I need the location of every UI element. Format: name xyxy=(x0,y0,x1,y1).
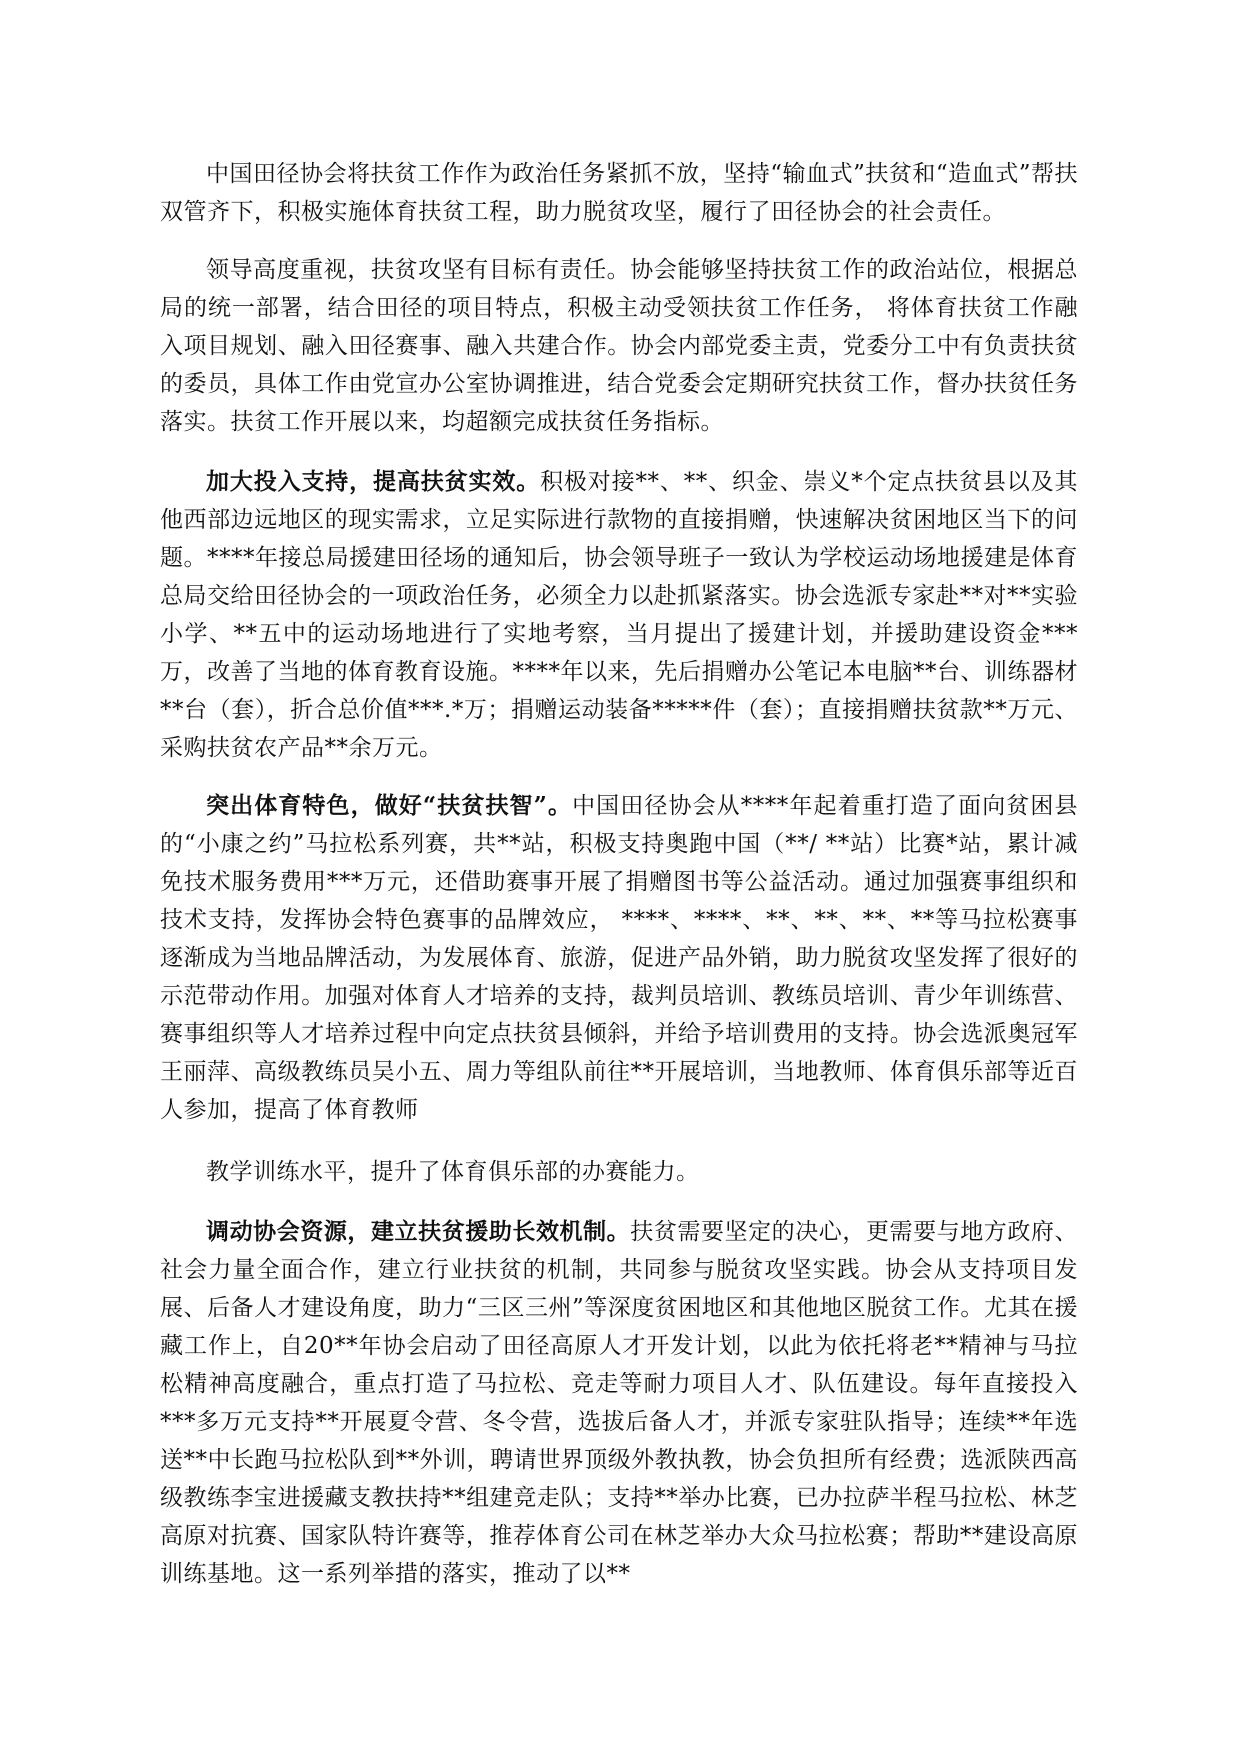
paragraph-leadership xyxy=(160,251,1078,441)
paragraph-sports-features xyxy=(160,787,1078,1129)
paragraph-text: 中国田径协会将扶贫工作作为政治任务紧抓不放，坚持“输血式”扶贫和“造血式”帮扶双管齐下，积极实施体育扶贫工程，助力脱贫攻坚，履行了田径协会的社会责任。 xyxy=(160,161,1078,225)
paragraph-text: 教学训练水平，提升了体育俱乐部的办赛能力。 xyxy=(206,1159,700,1185)
paragraph-intro xyxy=(160,155,1078,231)
paragraph-text: 扶贫需要坚定的决心，更需要与地方政府、社会力量全面合作，建立行业扶贫的机制，共同参与脱贫攻坚实践。协会从支持项目发展、后备人才建设角度，助力“三区三州”等深度贫困地区和其他地区脱贫工作。尤其在援藏工作上，自20**年协会启动了田径高原人才开发计划，以此为依托将老**精神与马拉松精神高度融合，重点打造了马拉松、竞走等耐力项目人才、队伍建设。每年直接投入***多万元支持**开展夏令营、冬令营，选拔后备人才，并派专家驻队指导；连续**年选送**中长跑马拉松队到**外训，聘请世界顶级外教执教，协会负担所有经费；选派陕西高级教练李宝进援藏支教扶持**组建竞走队；支持**举办比赛，已办拉萨半程马拉松、林芝高原对抗赛、国家队特许赛等，推荐体育公司在林芝举办大众马拉松赛；帮助**建设高原训练基地。这一系列举措的落实，推动了以** xyxy=(160,1219,1079,1587)
paragraph-lead: 加大投入支持，提高扶贫实效。 xyxy=(206,468,541,495)
document-page xyxy=(160,155,1078,1593)
paragraph-continuation xyxy=(160,1153,1078,1191)
paragraph-resources xyxy=(160,1213,1078,1593)
paragraph-text: 领导高度重视，扶贫攻坚有目标有责任。协会能够坚持扶贫工作的政治站位，根据总局的统一部署，结合田径的项目特点，积极主动受领扶贫工作任务， 将体育扶贫工作融入项目规划、融入田径赛事、融入共建合作。协会内部党委主责，党委分工中有负责扶贫的委员，具体工作由党宣办公室协调推进，结合党委会定期研究扶贫工作，督办扶贫任务落实。扶贫工作开展以来，均超额完成扶贫任务指标。 xyxy=(160,257,1078,435)
paragraph-text: 中国田径协会从****年起着重打造了面向贫困县的“小康之约”马拉松系列赛，共**站，积极支持奥跑中国（**/ **站）比赛*站，累计减免技术服务费用***万元，还借助赛事开展了捐赠图书等公益活动。通过加强赛事组织和技术支持，发挥协会特色赛事的品牌效应， ****、****、**、**、**、**等马拉松赛事逐渐成为当地品牌活动，为发展体育、旅游，促进产品外销，助力脱贫攻坚发挥了很好的示范带动作用。加强对体育人才培养的支持，裁判员培训、教练员培训、青少年训练营、赛事组织等人才培养过程中向定点扶贫县倾斜，并给予培训费用的支持。协会选派奥冠军王丽萍、高级教练员吴小五、周力等组队前往**开展培训，当地教师、体育俱乐部等近百人参加，提高了体育教师 xyxy=(160,793,1078,1123)
paragraph-lead: 突出体育特色，做好“扶贫扶智”。 xyxy=(206,792,573,819)
paragraph-lead: 调动协会资源，建立扶贫援助长效机制。 xyxy=(206,1218,631,1245)
paragraph-investment xyxy=(160,463,1078,767)
paragraph-text: 积极对接**、**、织金、崇义*个定点扶贫县以及其他西部边远地区的现实需求，立足实际进行款物的直接捐赠，快速解决贫困地区当下的问题。****年接总局援建田径场的通知后，协会领导班子一致认为学校运动场地援建是体育总局交给田径协会的一项政治任务，必须全力以赴抓紧落实。协会选派专家赴**对**实验小学、**五中的运动场地进行了实地考察，当月提出了援建计划，并援助建设资金***万，改善了当地的体育教育设施。****年以来，先后捐赠办公笔记本电脑**台、训练器材**台（套），折合总价值***.*万；捐赠运动装备*****件（套）；直接捐赠扶贫款**万元、采购扶贫农产品**余万元。 xyxy=(160,469,1079,761)
